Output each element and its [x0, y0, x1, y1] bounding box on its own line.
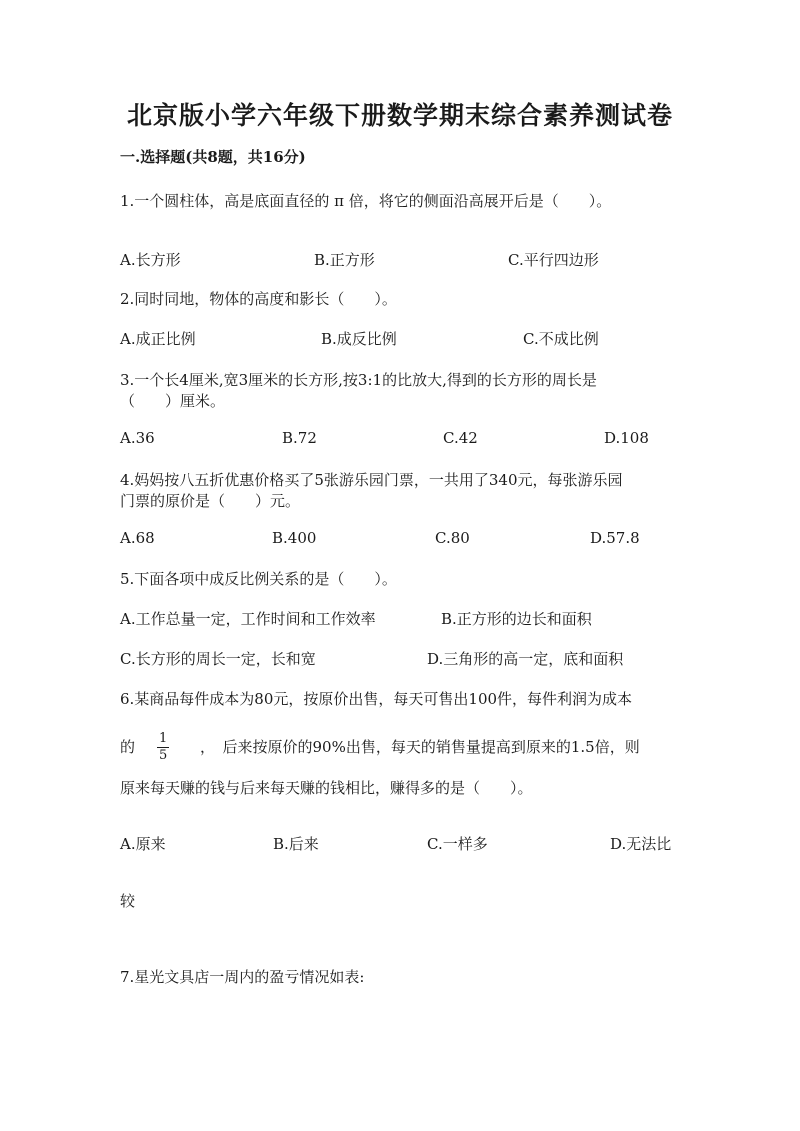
question-5-option-c: C.长方形的周长一定，长和宽: [120, 650, 316, 668]
question-4-option-d: D.57.8: [590, 529, 640, 547]
page-title: 北京版小学六年级下册数学期末综合素养测试卷: [126, 101, 673, 130]
fraction-numerator: 1: [159, 731, 168, 746]
question-2-option-c: C.不成比例: [523, 330, 599, 348]
question-4-line-2: 门票的原价是（ ）元。: [120, 492, 301, 510]
question-3-line-2: （ ）厘米。: [120, 392, 226, 410]
fraction-denominator: 5: [159, 748, 168, 763]
question-6-line-2-suffix: ， 后来按原价的90%出售，每天的销售量提高到原来的1.5倍，则: [200, 738, 640, 756]
question-6-option-a: A.原来: [120, 835, 166, 853]
question-6-option-d: D.无法比: [610, 835, 672, 853]
question-3-option-c: C.42: [443, 429, 478, 447]
question-7-text: 7.星光文具店一周内的盈亏情况如表:: [120, 968, 365, 986]
question-1-text: 1.一个圆柱体，高是底面直径的 π 倍，将它的侧面沿高展开后是（ ）。: [120, 192, 612, 210]
question-3-line-1: 3.一个长4厘米,宽3厘米的长方形,按3:1的比放大,得到的长方形的周长是: [120, 371, 597, 389]
question-4-option-c: C.80: [435, 529, 470, 547]
fraction-one-fifth: [157, 731, 169, 764]
question-1-option-a: A.长方形: [120, 251, 181, 269]
question-5-option-a: A.工作总量一定，工作时间和工作效率: [120, 610, 376, 628]
question-2-text: 2.同时同地，物体的高度和影长（ ）。: [120, 290, 397, 308]
question-3-option-a: A.36: [120, 429, 155, 447]
question-4-option-a: A.68: [120, 529, 155, 547]
question-2-option-b: B.成反比例: [321, 330, 397, 348]
question-4-line-1: 4.妈妈按八五折优惠价格买了5张游乐园门票，一共用了340元，每张游乐园: [120, 471, 623, 489]
question-2-option-a: A.成正比例: [120, 330, 196, 348]
question-6-option-c: C.一样多: [427, 835, 488, 853]
question-1-option-c: C.平行四边形: [508, 251, 599, 269]
question-5-option-b: B.正方形的边长和面积: [441, 610, 592, 628]
section-heading: 一.选择题(共8题，共16分): [120, 148, 306, 166]
question-6-line-2-prefix: 的: [120, 738, 136, 756]
question-5-option-d: D.三角形的高一定，底和面积: [427, 650, 624, 668]
question-3-option-d: D.108: [604, 429, 649, 447]
question-6-option-b: B.后来: [273, 835, 319, 853]
question-1-option-b: B.正方形: [314, 251, 375, 269]
question-6-line-3: 原来每天赚的钱与后来每天赚的钱相比，赚得多的是（ ）。: [120, 779, 533, 797]
question-4-option-b: B.400: [272, 529, 317, 547]
question-6-option-d-wrap: 较: [120, 892, 136, 910]
question-3-option-b: B.72: [282, 429, 317, 447]
question-5-text: 5.下面各项中成反比例关系的是（ ）。: [120, 570, 397, 588]
question-6-line-1: 6.某商品每件成本为80元，按原价出售，每天可售出100件，每件利润为成本: [120, 690, 633, 708]
